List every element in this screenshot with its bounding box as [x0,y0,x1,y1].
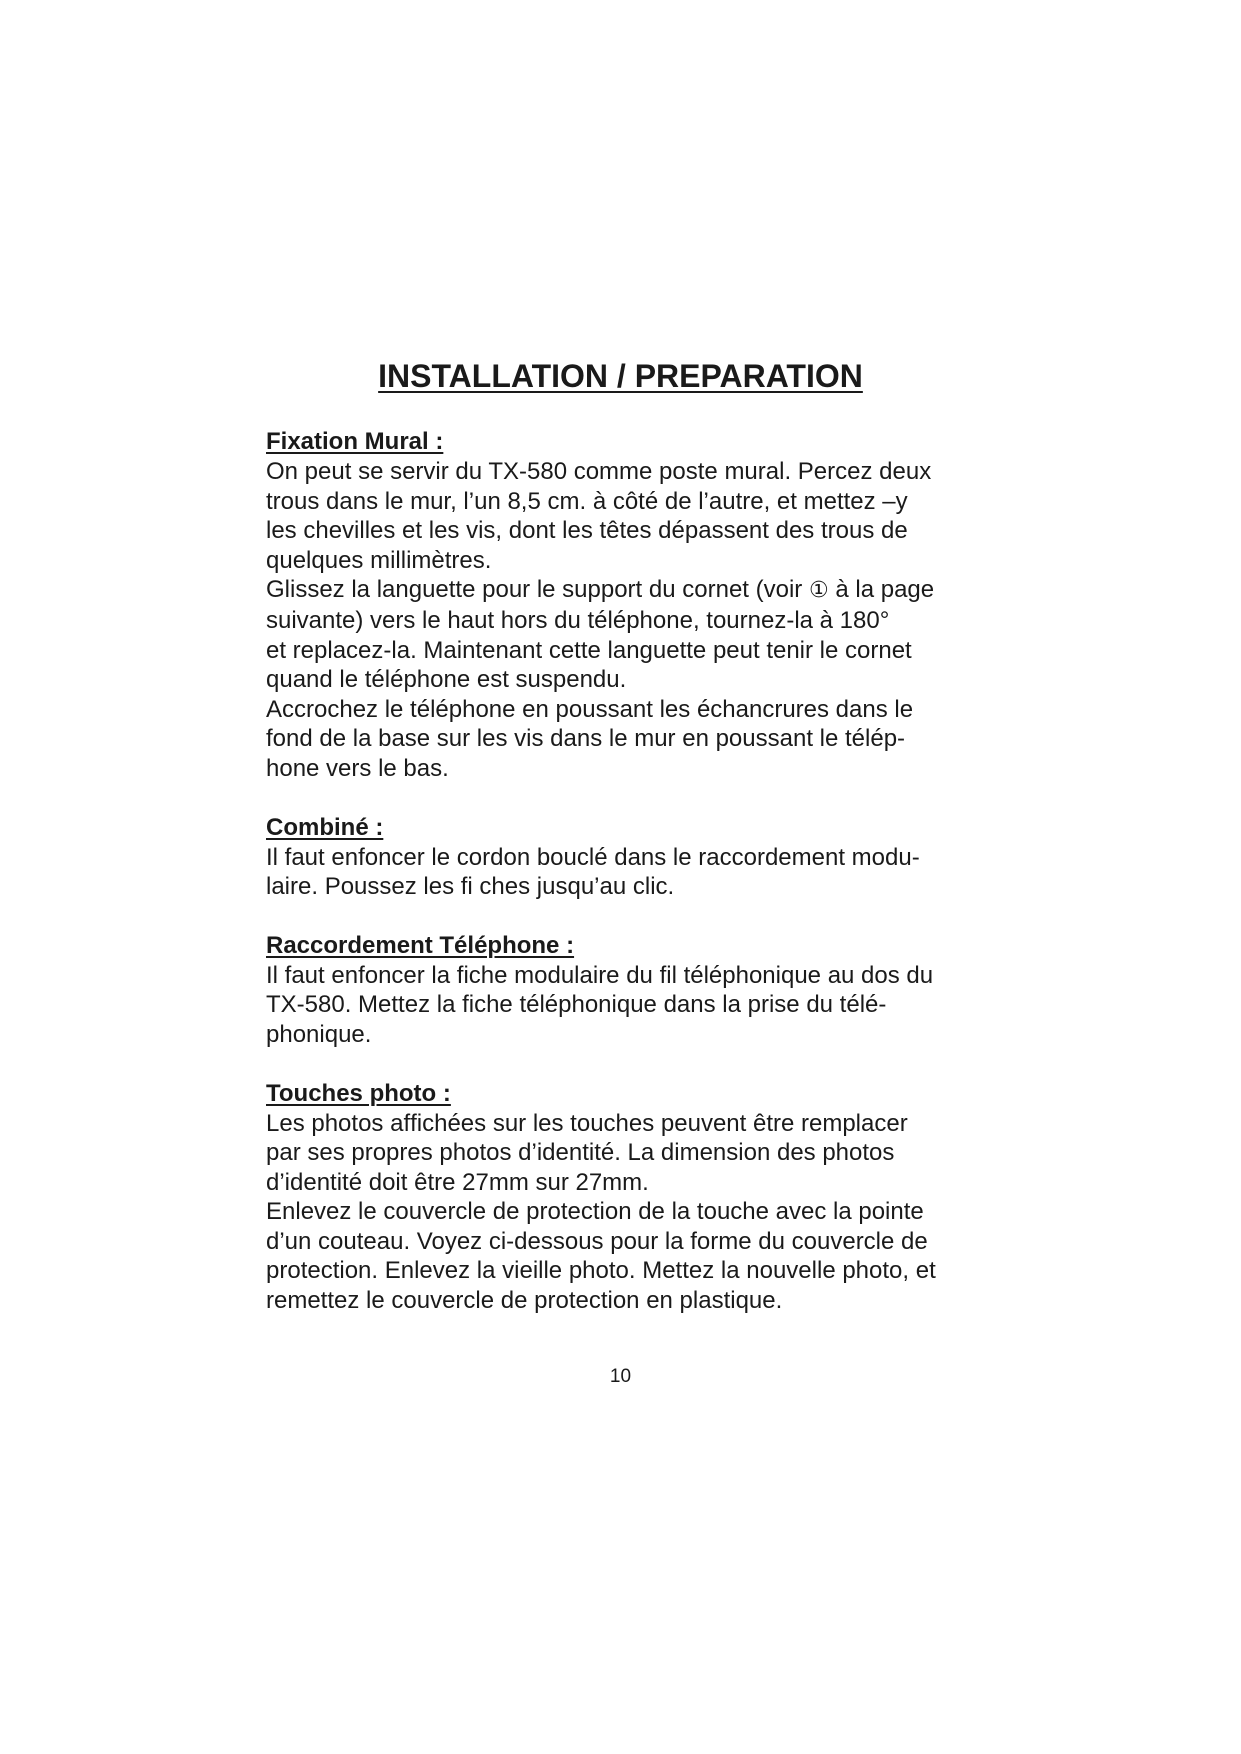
circled-one-icon: ① [808,578,829,604]
text-line: fond de la base sur les vis dans le mur en poussant le télép- [266,725,906,753]
text-line: trous dans le mur, l’un 8,5 cm. à côté de l’autre, et mettez –y [266,487,908,515]
text-line: suivante) vers le haut hors du téléphone, tournez-la à 180° [266,606,890,634]
text-line: remettez le couvercle de protection en plastique. [266,1287,783,1315]
page-title: INSTALLATION / PREPARATION [378,358,863,394]
text-line: par ses propres photos d’identité. La dimension des photos [266,1139,895,1167]
text-line: On peut se servir du TX-580 comme poste mural. Percez deux [266,458,932,485]
section-heading-touches-photo: Touches photo : [266,1079,451,1107]
text-line: laire. Poussez les ﬁ ches jusqu’au clic. [266,873,675,901]
text-fragment: à la page [828,576,935,604]
text-line-with-reference [266,575,986,606]
section-combine [266,813,986,902]
text-line: hone vers le bas. [266,754,449,782]
text-line: quand le téléphone est suspendu. [266,666,627,694]
text-line: Enlevez le couvercle de protection de la touche avec la pointe [266,1198,924,1226]
document-body [266,427,986,1316]
text-line: Les photos afﬁchées sur les touches peuvent être remplacer [266,1109,908,1137]
text-line: TX-580. Mettez la fiche téléphonique dans la prise du télé- [266,991,887,1019]
section-raccordement-telephone [266,931,986,1050]
text-fragment: Glissez la languette pour le support du cornet (voir [266,576,809,604]
paragraph-touches-photo [266,1109,986,1316]
text-line: quelques millimètres. [266,546,492,574]
text-line: et replacez-la. Maintenant cette languette peut tenir le cornet [266,636,912,664]
section-fixation-mural [266,427,986,784]
text-line: Accrochez le téléphone en poussant les échancrures dans le [266,695,914,723]
paragraph-combine [266,843,986,902]
page-number: 10 [609,1366,632,1387]
section-heading-fixation-mural: Fixation Mural : [266,428,444,455]
text-line: les chevilles et les vis, dont les têtes dépassent des trous de [266,517,908,545]
text-line: phonique. [266,1020,372,1048]
section-touches-photo [266,1079,986,1316]
section-heading-combine: Combiné : [266,813,384,841]
section-heading-raccordement-telephone: Raccordement Téléphone : [266,931,575,959]
text-line: d’identité doit être 27mm sur 27mm. [266,1168,649,1196]
text-line: d’un couteau. Voyez ci-dessous pour la forme du couvercle de [266,1227,928,1255]
text-line: Il faut enfoncer le cordon bouclé dans le raccordement modu- [266,843,920,871]
paragraph-fixation-mural [266,457,986,784]
paragraph-raccordement-telephone [266,961,986,1050]
text-line: Il faut enfoncer la fiche modulaire du fil téléphonique au dos du [266,961,934,989]
text-line: protection. Enlevez la vieille photo. Mettez la nouvelle photo, et [266,1257,936,1285]
